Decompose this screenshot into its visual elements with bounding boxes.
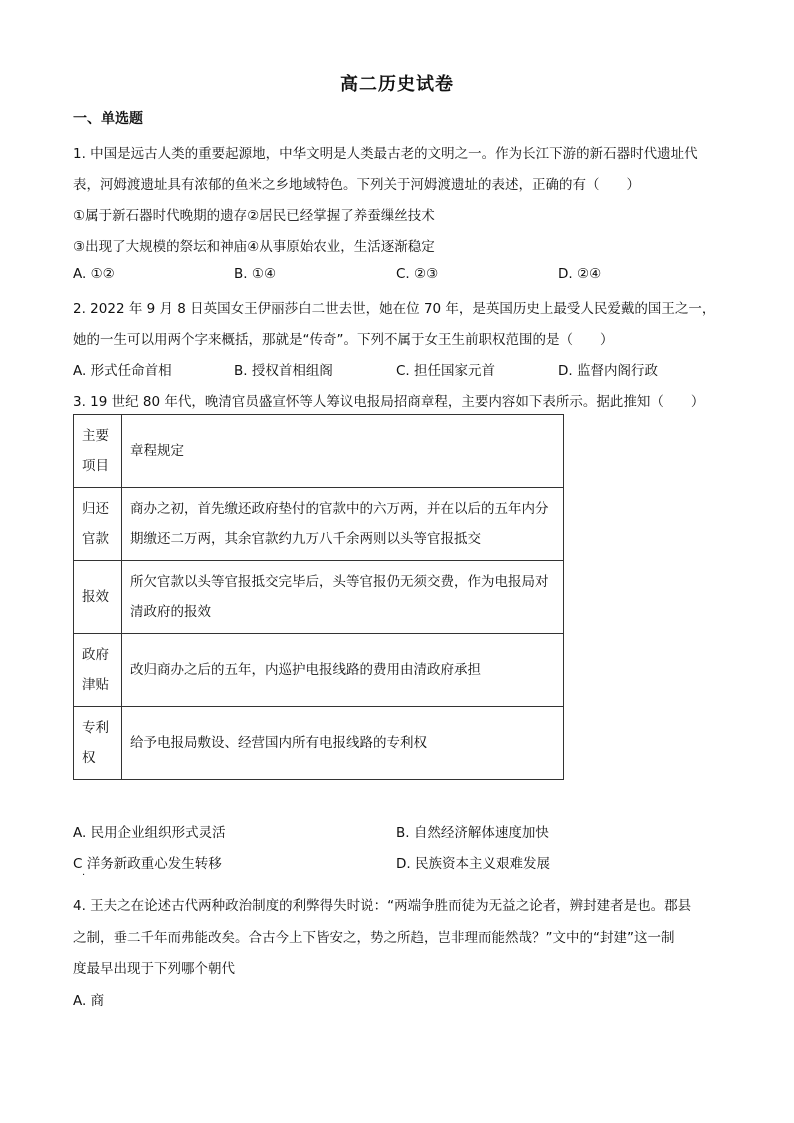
page-title: 高二历史试卷: [340, 74, 454, 95]
table-header-rule: 章程规定: [122, 415, 564, 488]
table-row: [74, 634, 564, 707]
table-row: [74, 415, 564, 488]
stray-dot: ·: [82, 870, 86, 881]
q4-line-3: 度最早出现于下列哪个朝代: [73, 961, 235, 977]
q3-option-a[interactable]: A. 民用企业组织形式灵活: [73, 825, 226, 841]
q1-option-a[interactable]: A. ①②: [73, 266, 115, 282]
table-row: [74, 488, 564, 561]
table-cell-rule: 改归商办之后的五年，内巡护电报线路的费用由清政府承担: [122, 634, 564, 707]
q1-option-c[interactable]: C. ②③: [396, 266, 439, 282]
q2-option-a[interactable]: A. 形式任命首相: [73, 363, 172, 379]
q3-option-d[interactable]: D. 民族资本主义艰难发展: [396, 856, 550, 872]
table-cell-item: 报效: [74, 561, 122, 634]
charter-table: [73, 414, 564, 780]
q2-option-c[interactable]: C. 担任国家元首: [396, 363, 496, 379]
q2-line-2: 她的一生可以用两个字来概括，那就是“传奇”。下列不属于女王生前职权范围的是（ ）: [73, 332, 614, 348]
table-cell-item: 政府津贴: [74, 634, 122, 707]
table-cell-rule: 给予电报局敷设、经营国内所有电报线路的专利权: [122, 707, 564, 780]
table-cell-rule: 商办之初，首先缴还政府垫付的官款中的六万两，并在以后的五年内分期缴还二万两，其余官款约九万八千余两则以头等官报抵交: [122, 488, 564, 561]
table-row: [74, 707, 564, 780]
q4-option-a[interactable]: A. 商: [73, 993, 105, 1009]
section-heading: 一、单选题: [73, 111, 143, 127]
q3-option-c[interactable]: C 洋务新政重心发生转移: [73, 856, 222, 872]
table-cell-item: 归还官款: [74, 488, 122, 561]
q3-option-b[interactable]: B. 自然经济解体速度加快: [396, 825, 549, 841]
q2-option-d[interactable]: D. 监督内阁行政: [558, 363, 658, 379]
q1-line-1: 1. 中国是远古人类的重要起源地，中华文明是人类最古老的文明之一。作为长江下游的新石器时代遗址代: [73, 146, 698, 162]
q4-line-1: 4. 王夫之在论述古代两种政治制度的利弊得失时说：“两端争胜而徒为无益之论者，辨封建者是也。郡县: [73, 898, 692, 914]
q2-option-b[interactable]: B. 授权首相组阁: [234, 363, 333, 379]
q4-line-2: 之制，垂二千年而弗能改矣。合古今上下皆安之，势之所趋，岂非理而能然哉？”文中的“封建”这一制: [73, 930, 675, 946]
q1-line-4: ③出现了大规模的祭坛和神庙④从事原始农业，生活逐渐稳定: [73, 239, 435, 255]
q1-line-3: ①属于新石器时代晚期的遗存②居民已经掌握了养蚕缫丝技术: [73, 208, 435, 224]
q1-line-2: 表，河姆渡遗址具有浓郁的鱼米之乡地域特色。下列关于河姆渡遗址的表述，正确的有（ ）: [73, 177, 640, 193]
table-row: [74, 561, 564, 634]
q3-line-1: 3. 19 世纪 80 年代，晚清官员盛宣怀等人筹议电报局招商章程，主要内容如下表所示。据此推知（ ）: [73, 394, 705, 410]
q1-option-d[interactable]: D. ②④: [558, 266, 602, 282]
q2-line-1: 2. 2022 年 9 月 8 日英国女王伊丽莎白二世去世，她在位 70 年，是英国历史上最受人民爱戴的国王之一，: [73, 301, 716, 317]
table-cell-rule: 所欠官款以头等官报抵交完毕后，头等官报仍无须交费，作为电报局对清政府的报效: [122, 561, 564, 634]
q1-option-b[interactable]: B. ①④: [234, 266, 277, 282]
table-cell-item: 专利权: [74, 707, 122, 780]
table-header-item: 主要项目: [74, 415, 122, 488]
